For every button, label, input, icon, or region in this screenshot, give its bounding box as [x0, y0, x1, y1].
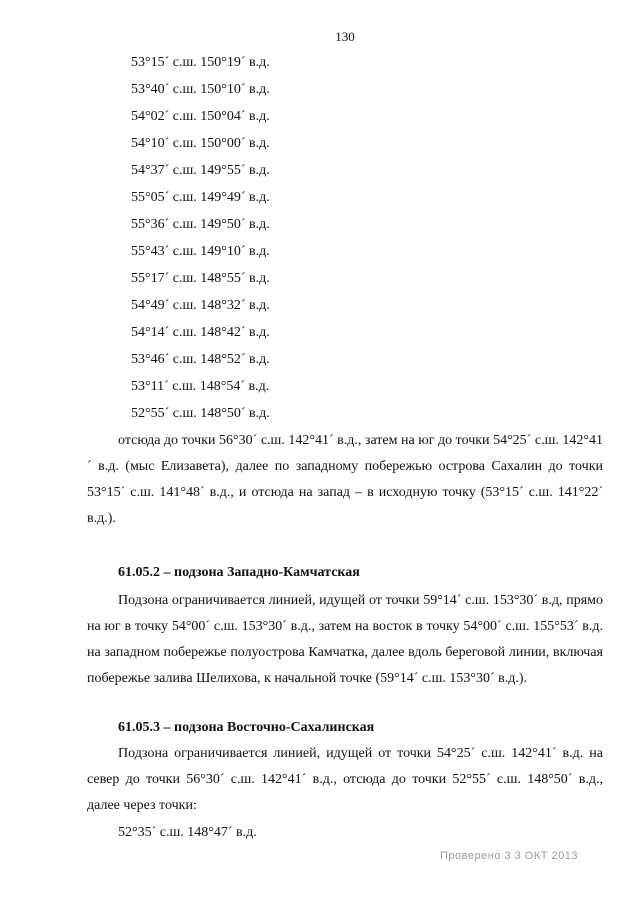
- section-text-east-sakhalin: Подзона ограничивается линией, идущей от точки 54°25´ с.ш. 142°41´ в.д. на север до точки 56°30´ с.ш. 142°41´ в.д., отсюда до точки 52°55´ с.ш. 148°50´ в.д., далее через точки:: [87, 746, 603, 813]
- page-number: 130: [335, 29, 355, 44]
- verification-stamp: Проверено 3 3 ОКТ 2013: [440, 850, 579, 862]
- coordinate-item: 54°49´ с.ш. 148°32´ в.д.: [131, 298, 270, 313]
- coordinate-item: 53°15´ с.ш. 150°19´ в.д.: [131, 55, 270, 70]
- section-text-west-kamchatka: Подзона ограничивается линией, идущей от точки 59°14´ с.ш. 153°30´ в.д, прямо на юг в точку 54°00´ с.ш. 153°30´ в.д., затем на восток в точку 54°00´ с.ш. 155°53´ в.д. на западном побережье полуострова Камчатка, далее вдоль береговой линии, включая побережье залива Шелихова, к начальной точке (59°14´ с.ш. 153°30´ в.д.).: [87, 593, 603, 686]
- coordinate-item: 53°11´ с.ш. 148°54´ в.д.: [131, 379, 270, 394]
- coordinate-item: 55°36´ с.ш. 149°50´ в.д.: [131, 217, 270, 232]
- coordinates-list: [131, 49, 270, 427]
- section-heading-west-kamchatka: 61.05.2 – подзона Западно-Камчатская: [118, 565, 360, 580]
- coordinate-item: 53°46´ с.ш. 148°52´ в.д.: [131, 352, 270, 367]
- coordinate-item: 54°14´ с.ш. 148°42´ в.д.: [131, 325, 270, 340]
- coordinate-item: 52°55´ с.ш. 148°50´ в.д.: [131, 406, 270, 421]
- section-heading-east-sakhalin: 61.05.3 – подзона Восточно-Сахалинская: [118, 720, 375, 735]
- coordinate-item: 55°17´ с.ш. 148°55´ в.д.: [131, 271, 270, 286]
- coordinate-item: 52°35´ с.ш. 148°47´ в.д.: [118, 825, 257, 840]
- coordinate-item: 54°02´ с.ш. 150°04´ в.д.: [131, 109, 270, 124]
- coordinate-item: 55°43´ с.ш. 149°10´ в.д.: [131, 244, 270, 259]
- coordinate-item: 55°05´ с.ш. 149°49´ в.д.: [131, 190, 270, 205]
- coordinate-item: 54°37´ с.ш. 149°55´ в.д.: [131, 163, 270, 178]
- continuation-paragraph: отсюда до точки 56°30´ с.ш. 142°41´ в.д., затем на юг до точки 54°25´ с.ш. 142°41´ в.д. (мыс Елизавета), далее по западному побережью острова Сахалин до точки 53°15´ с.ш. 141°48´ в.д., и отсюда на запад – в исходную точку (53°15´ с.ш. 141°22´ в.д.).: [87, 433, 603, 526]
- coordinate-item: 53°40´ с.ш. 150°10´ в.д.: [131, 82, 270, 97]
- coordinate-item: 54°10´ с.ш. 150°00´ в.д.: [131, 136, 270, 151]
